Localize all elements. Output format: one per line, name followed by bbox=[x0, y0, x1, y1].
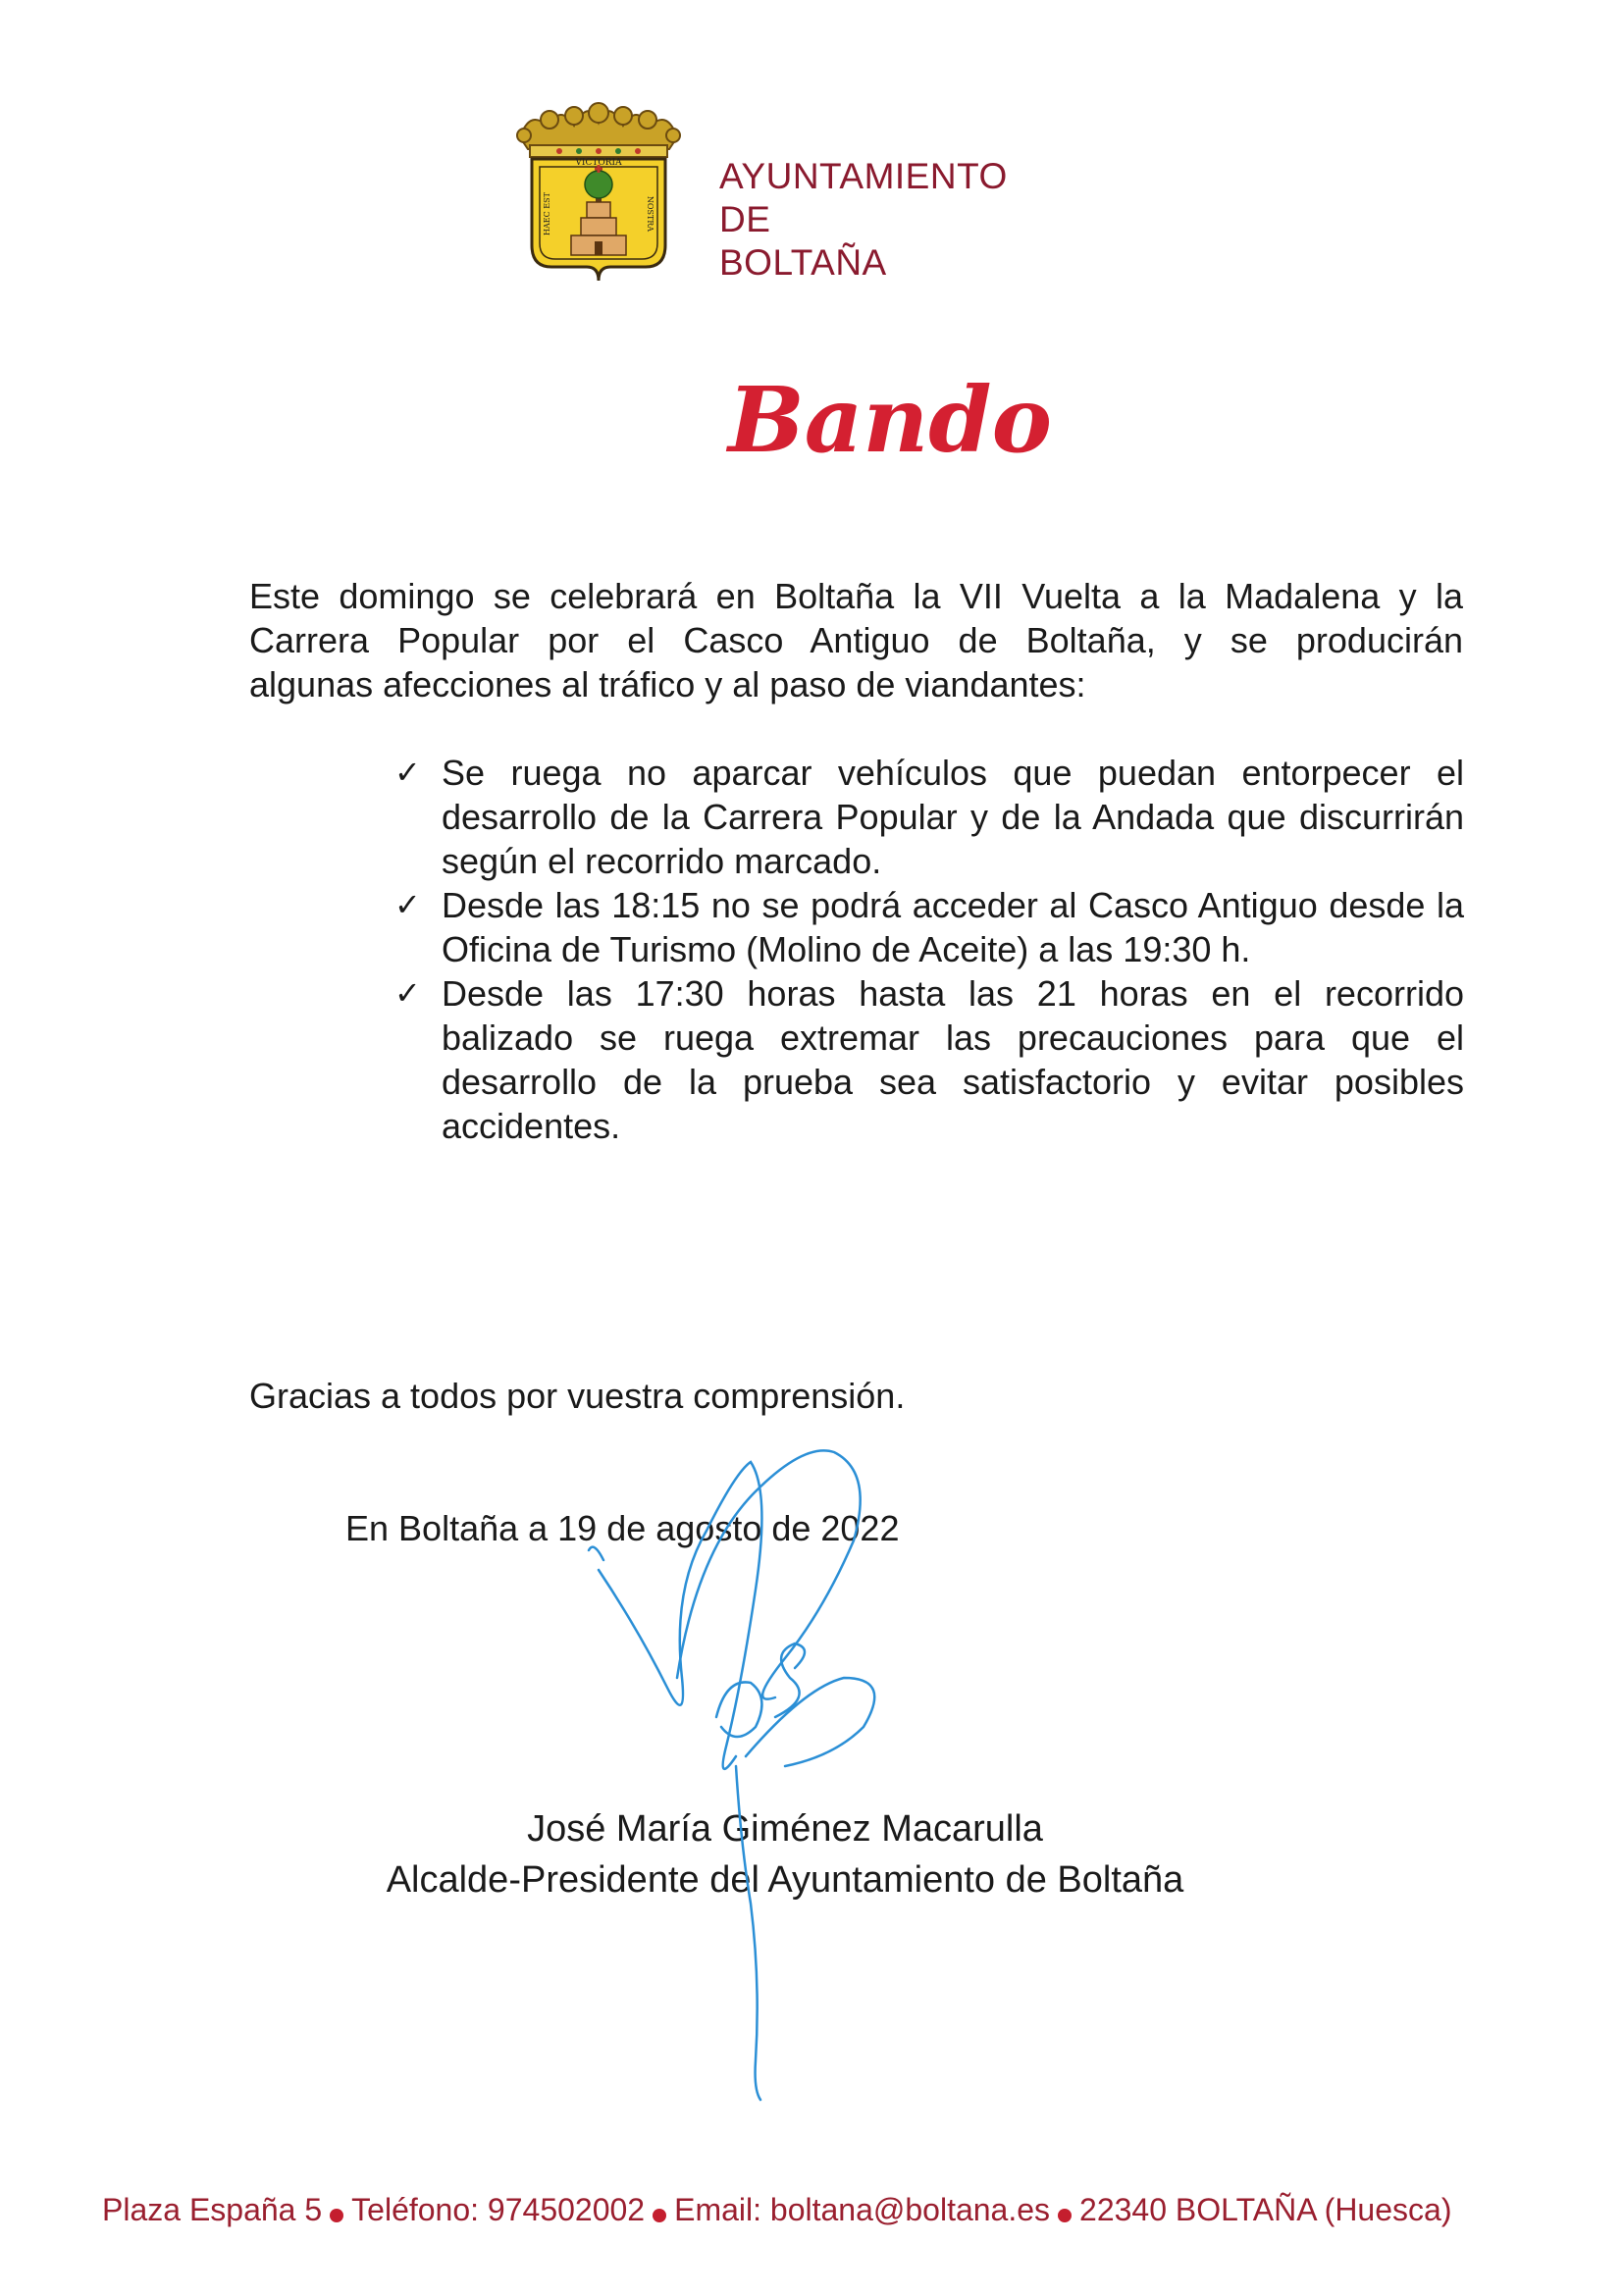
notice-list bbox=[393, 751, 1464, 1148]
bullet-dot-icon bbox=[1058, 2209, 1072, 2222]
thanks-text: Gracias a todos por vuestra comprensión. bbox=[249, 1376, 906, 1416]
svg-text:NOSTRA: NOSTRA bbox=[646, 195, 654, 233]
boltana-coat-of-arms-icon bbox=[500, 98, 697, 289]
footer-email: Email: boltana@boltana.es bbox=[674, 2192, 1051, 2227]
intro-paragraph bbox=[249, 574, 1463, 706]
footer-phone: Teléfono: 974502002 bbox=[351, 2192, 646, 2227]
date-line: En Boltaña a 19 de agosto de 2022 bbox=[345, 1508, 900, 1548]
bullet-dot-icon bbox=[330, 2209, 343, 2222]
organization-name-line: DE bbox=[719, 199, 771, 239]
document-title bbox=[718, 353, 1052, 486]
list-item bbox=[393, 971, 1464, 1148]
organization-name-line: AYUNTAMIENTO bbox=[719, 156, 1008, 196]
intro-line: Este domingo se celebrará en Boltaña la VII Vuelta a la Madalena y la bbox=[249, 576, 1463, 616]
signer-role: Alcalde-Presidente del Ayuntamiento de Boltaña bbox=[386, 1859, 1184, 1901]
checkmark-icon: ✓ bbox=[394, 754, 421, 791]
checkmark-icon: ✓ bbox=[394, 974, 421, 1012]
handwritten-signature bbox=[579, 1433, 952, 2119]
organization-name bbox=[719, 155, 1008, 285]
footer-city: 22340 BOLTAÑA (Huesca) bbox=[1079, 2192, 1452, 2227]
footer-contact bbox=[102, 2190, 1525, 2229]
svg-text:Bando: Bando bbox=[728, 367, 1052, 473]
svg-text:HAEC EST: HAEC EST bbox=[543, 192, 551, 235]
list-item-text: Desde las 17:30 horas hasta las 21 horas en el recorrido balizado se ruega extremar las precauciones para que el desarrollo de la prueba sea satisfactorio y evitar posibles accidentes. bbox=[442, 973, 1464, 1146]
intro-line: Carrera Popular por el Casco Antiguo de Boltaña, y se producirán bbox=[249, 620, 1463, 660]
list-item bbox=[393, 751, 1464, 883]
bullet-dot-icon bbox=[653, 2209, 666, 2222]
intro-line: algunas afecciones al tráfico y al paso de viandantes: bbox=[249, 664, 1086, 704]
checkmark-icon: ✓ bbox=[394, 886, 421, 923]
organization-name-line: BOLTAÑA bbox=[719, 242, 887, 283]
svg-text:VICTORIA: VICTORIA bbox=[575, 158, 622, 168]
list-item-text: Desde las 18:15 no se podrá acceder al Casco Antiguo desde la Oficina de Turismo (Molino de Aceite) a las 19:30 h. bbox=[442, 885, 1464, 969]
list-item-text: Se ruega no aparcar vehículos que puedan entorpecer el desarrollo de la Carrera Popular y de la Andada que discurrirán según el recorrido marcado. bbox=[442, 753, 1464, 881]
list-item bbox=[393, 883, 1464, 971]
footer-address: Plaza España 5 bbox=[102, 2192, 323, 2227]
signer-name: José María Giménez Macarulla bbox=[527, 1808, 1043, 1850]
